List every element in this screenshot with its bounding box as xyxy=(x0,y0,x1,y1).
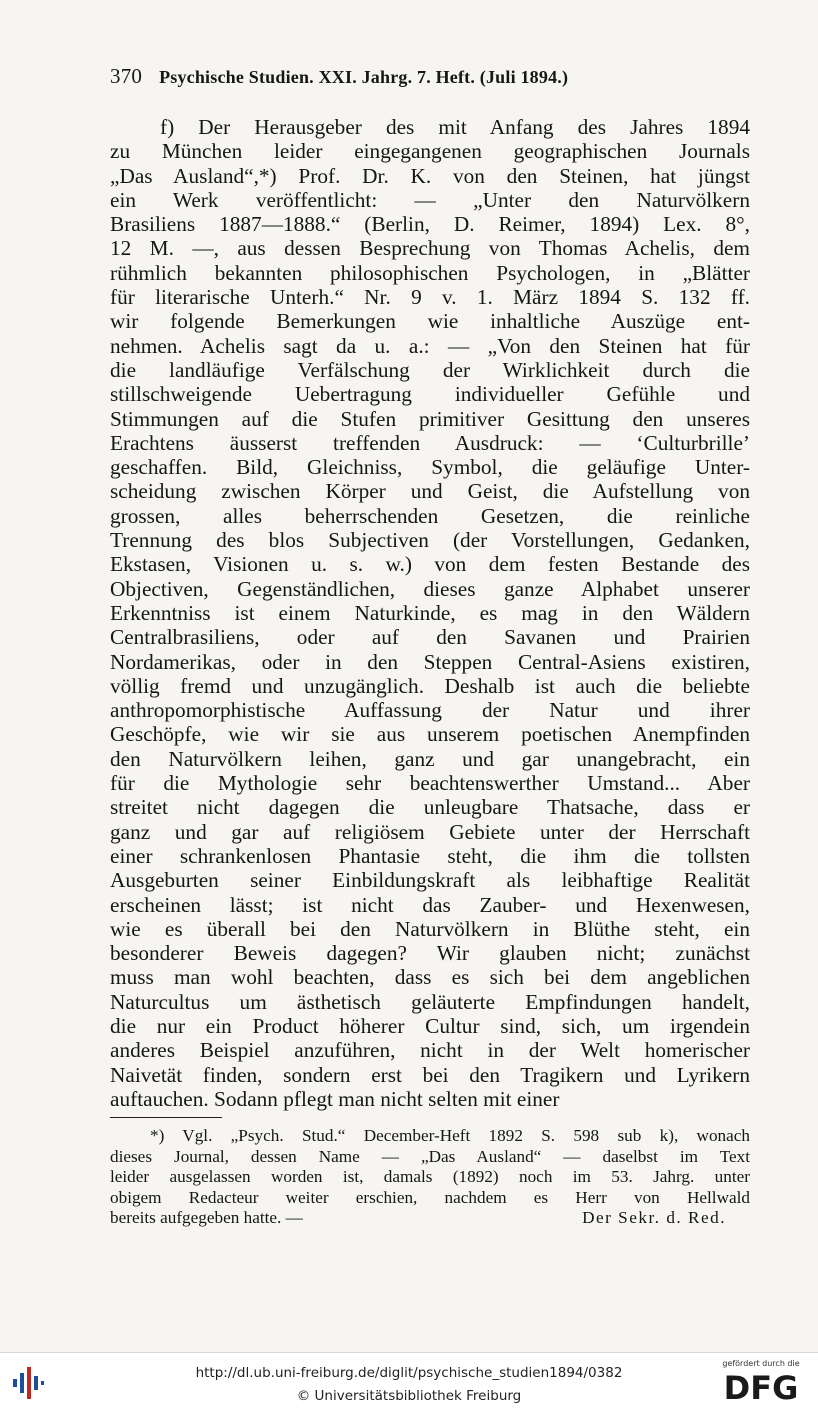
text-line: geschaffen. Bild, Gleichniss, Symbol, die geläufige Unter- xyxy=(110,455,750,480)
text-line: besonderer Beweis dagegen? Wir glauben nicht; zunächst xyxy=(110,941,750,966)
text-line: ganz und gar auf religiösem Gebiete unter der Herrschaft xyxy=(110,819,750,844)
text-line: Ausgeburten seiner Einbildungskraft als leibhaftige Realität xyxy=(110,868,750,893)
text-line: für die Mythologie sehr beachtenswerther Umstand... Aber xyxy=(110,771,750,796)
text-line: Ekstasen, Visionen u. s. w.) von dem festen Bestande des xyxy=(110,552,750,577)
text-line: nehmen. Achelis sagt da u. a.: — „Von den Steinen hat für xyxy=(110,333,750,358)
text-line: ein Werk veröffentlicht: — „Unter den Naturvölkern xyxy=(110,187,750,212)
text-line: stillschweigende Uebertragung individueller Gefühle und xyxy=(110,382,750,407)
running-header xyxy=(110,64,750,89)
text-line: für literarische Unterh.“ Nr. 9 v. 1. März 1894 S. 132 ff. xyxy=(110,285,750,310)
text-line: zu München leider eingegangenen geographischen Journals xyxy=(110,139,750,164)
text-line: scheidung zwischen Körper und Geist, die Aufstellung von xyxy=(110,479,750,504)
text-line: 12 M. —, aus dessen Besprechung von Thomas Achelis, dem xyxy=(110,236,750,261)
text-line: grossen, alles beherrschenden Gesetzen, die reinliche xyxy=(110,503,750,528)
text-line: Erkenntniss ist einem Naturkinde, es mag in den Wäldern xyxy=(110,600,750,625)
text-line: Stimmungen auf die Stufen primitiver Gesittung den unseres xyxy=(110,406,750,431)
text-line: anthropomorphistische Auffassung der Natur und ihrer xyxy=(110,698,750,723)
main-text xyxy=(110,115,750,1111)
text-line: Naturcultus um ästhetisch geläuterte Empfindungen handelt, xyxy=(110,989,750,1014)
text-line: streitet nicht dagegen die unleugbare Thatsache, dass er xyxy=(110,795,750,820)
footnote-line: leider ausgelassen worden ist, damals (1892) noch im 53. Jahrg. unter xyxy=(110,1167,750,1187)
running-title: Psychische Studien. XXI. Jahrg. 7. Heft. (Juli 1894.) xyxy=(159,67,569,87)
text-line: völlig fremd und unzugänglich. Deshalb ist auch die beliebte xyxy=(110,673,750,698)
text-line: rühmlich bekannten philosophischen Psychologen, in „Blätter xyxy=(110,260,750,285)
text-line: Geschöpfe, wie wir sie aus unserem poetischen Anempfinden xyxy=(110,722,750,747)
text-line: Objectiven, Gegenständlichen, dieses ganze Alphabet unserer xyxy=(110,576,750,601)
permalink-url[interactable]: http://dl.ub.uni-freiburg.de/diglit/psychische_studien1894/0382 xyxy=(195,1365,623,1381)
text-line: wir folgende Bemerkungen wie inhaltliche Auszüge ent- xyxy=(110,309,750,334)
text-line: anderes Beispiel anzuführen, nicht in der Welt homerischer xyxy=(110,1038,750,1063)
text-line: muss man wohl beachten, dass es sich bei dem angeblichen xyxy=(110,965,750,990)
footnote-line: obigem Redacteur weiter erschien, nachdem es Herr von Hellwald xyxy=(110,1187,750,1207)
footnote-line-text: bereits aufgegeben hatte. — xyxy=(110,1208,303,1228)
text-line: „Das Ausland“,*) Prof. Dr. K. von den Steinen, hat jüngst xyxy=(110,163,750,188)
text-line: Centralbrasiliens, oder auf den Savanen und Prairien xyxy=(110,625,750,650)
dfg-caption: gefördert durch die xyxy=(722,1359,800,1368)
text-line: Naivetät finden, sondern erst bei den Tragikern und Lyrikern xyxy=(110,1062,750,1087)
text-line: f) Der Herausgeber des mit Anfang des Jahres 1894 xyxy=(160,115,750,139)
copyright-notice: © Universitätsbibliothek Freiburg xyxy=(296,1388,522,1404)
text-line: auftauchen. Sodann pflegt man nicht selten mit einer xyxy=(110,1086,560,1111)
dfg-logo-icon xyxy=(716,1370,806,1404)
text-line: den Naturvölkern leihen, ganz und gar unangebracht, ein xyxy=(110,746,750,771)
text-line: die nur ein Product höherer Cultur sind, sich, um irgendein xyxy=(110,1013,750,1038)
text-line: einer schrankenlosen Phantasie steht, die ihm die tollsten xyxy=(110,843,750,868)
text-line: Trennung des blos Subjectiven (der Vorstellungen, Gedanken, xyxy=(110,528,750,553)
footnote-line: dieses Journal, dessen Name — „Das Ausland“ — daselbst im Text xyxy=(110,1146,750,1166)
dfg-funding-logo xyxy=(716,1359,806,1407)
footnote-rule xyxy=(110,1117,222,1118)
editor-signature: Der Sekr. d. Red. xyxy=(582,1208,726,1228)
text-line: die landläufige Verfälschung der Wirklichkeit durch die xyxy=(110,357,750,382)
viewer-footer xyxy=(0,1352,818,1412)
page-number: 370 xyxy=(110,64,143,88)
footnote xyxy=(110,1126,750,1229)
text-line: wie es überall bei den Naturvölkern in Blüthe steht, ein xyxy=(110,916,750,941)
text-line: Brasiliens 1887—1888.“ (Berlin, D. Reimer, 1894) Lex. 8°, xyxy=(110,212,750,237)
dfg-logo-text: DFG xyxy=(723,1370,799,1404)
text-line: Erachtens äusserst treffenden Ausdruck: — ‘Culturbrille’ xyxy=(110,430,750,455)
text-line: Nordamerikas, oder in den Steppen Central-Asiens existiren, xyxy=(110,649,750,674)
text-line: erscheinen lässt; ist nicht das Zauber- und Hexenwesen, xyxy=(110,892,750,917)
footnote-line: *) Vgl. „Psych. Stud.“ December-Heft 1892 S. 598 sub k), wonach xyxy=(150,1126,750,1145)
footnote-line xyxy=(110,1208,750,1229)
